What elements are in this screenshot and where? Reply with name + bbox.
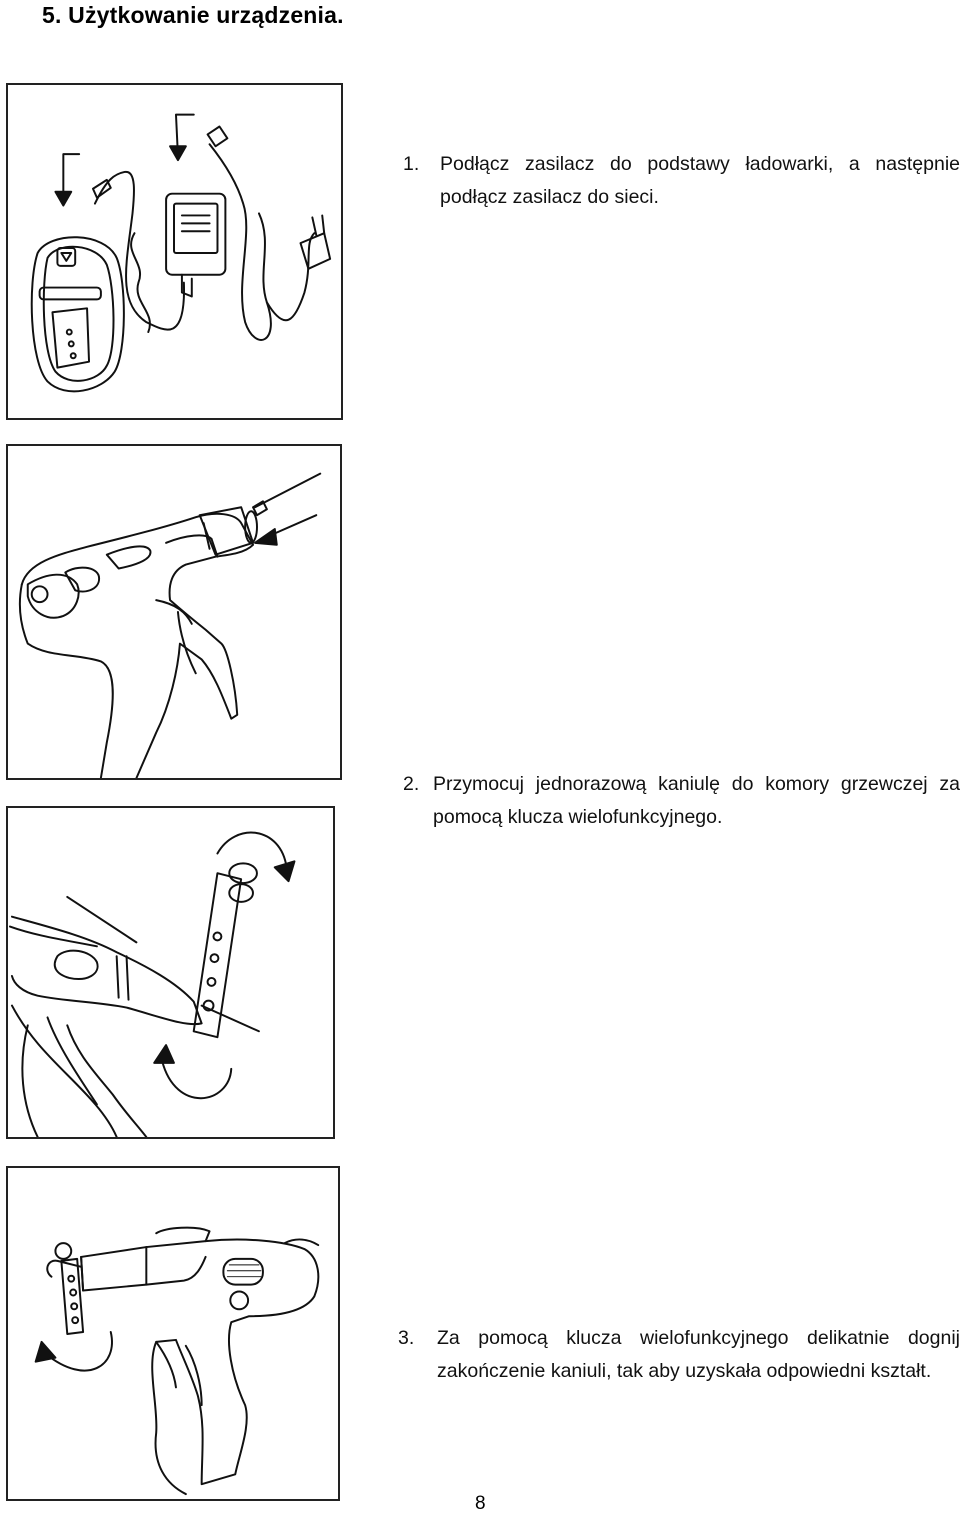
cable-to-base bbox=[93, 172, 184, 332]
step-3 bbox=[398, 1322, 960, 1422]
cannula bbox=[202, 1006, 259, 1032]
insert-arrow bbox=[255, 515, 316, 545]
multifunction-wrench bbox=[55, 1243, 83, 1334]
step-3-number: 3. bbox=[398, 1327, 415, 1349]
arrow-down-middle bbox=[170, 115, 194, 160]
step-1-number: 1. bbox=[403, 153, 420, 175]
figure-bend-cannula bbox=[6, 1166, 340, 1501]
step-1 bbox=[403, 148, 960, 218]
figure-attach-cannula bbox=[6, 444, 342, 780]
arrow-rotate-bend bbox=[36, 1332, 112, 1371]
step-2 bbox=[403, 768, 960, 838]
plug bbox=[300, 215, 330, 268]
step-1-text: Podłącz zasilacz do podstawy ładowarki, a następnie podłącz zasilacz do sieci. bbox=[440, 153, 960, 208]
cannula bbox=[47, 1261, 81, 1277]
section-heading: 5. Użytkowanie urządzenia. bbox=[42, 2, 344, 28]
multifunction-wrench bbox=[194, 863, 257, 1037]
glue-gun-body bbox=[81, 1228, 318, 1494]
step-2-number: 2. bbox=[403, 773, 420, 795]
cannula bbox=[253, 474, 320, 516]
arrow-rotate-bottom bbox=[154, 1045, 231, 1098]
charger-base-illustration bbox=[32, 237, 124, 391]
mains-cable bbox=[208, 127, 315, 340]
grille bbox=[227, 1265, 261, 1277]
page-number: 8 bbox=[475, 1493, 486, 1514]
step-3-text: Za pomocą klucza wielofunkcyjnego delikatnie dognij zakończenie kaniuli, tak aby uzyskała odpowiedni kształt. bbox=[437, 1327, 960, 1382]
power-adapter bbox=[166, 194, 225, 297]
figure-wrench-tighten bbox=[6, 806, 335, 1139]
glue-gun-body bbox=[10, 897, 202, 1137]
figure-charger-setup bbox=[6, 83, 343, 420]
arrow-down-left bbox=[55, 154, 79, 205]
step-2-text: Przymocuj jednorazową kaniulę do komory grzewczej za pomocą klucza wielofunkcyjnego. bbox=[433, 773, 960, 828]
